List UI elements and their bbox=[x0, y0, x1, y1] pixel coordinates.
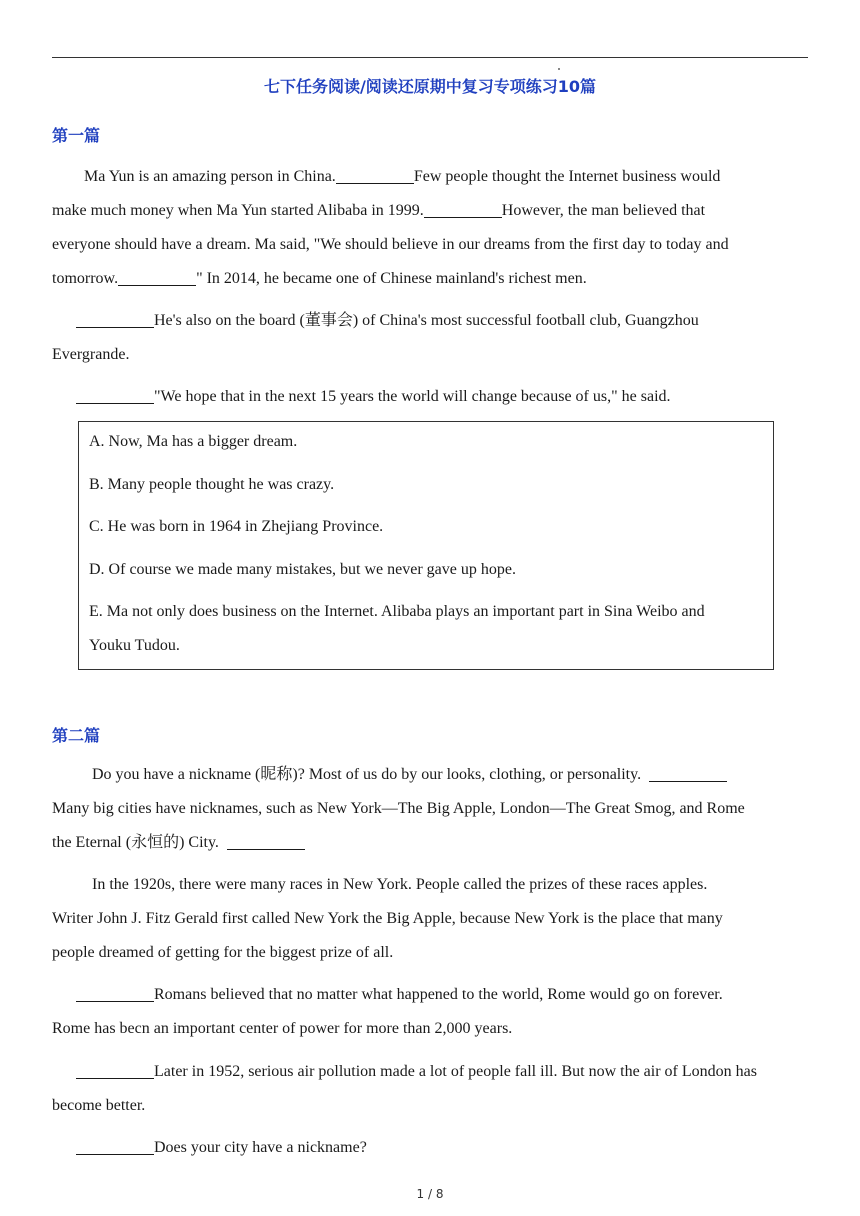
text: "We hope that in the next 15 years the world will change because of us," he said. bbox=[154, 388, 671, 405]
answer-blank-3[interactable] bbox=[118, 269, 196, 286]
text: Writer John J. Fitz Gerald first called New York the Big Apple, because New York is the place that many bbox=[52, 910, 723, 927]
answer-blank-4[interactable] bbox=[76, 311, 154, 328]
document-title: 七下任务阅读/阅读还原期中复习专项练习10篇 bbox=[263, 77, 597, 96]
text: Evergrande. bbox=[52, 346, 130, 363]
text: people dreamed of getting for the biggest prize of all. bbox=[52, 944, 394, 961]
section-heading-2: 第二篇 bbox=[52, 726, 101, 745]
paragraph-1-2 bbox=[52, 304, 812, 372]
text: Do you have a nickname (昵称)? Most of us do by our looks, clothing, or personality. bbox=[92, 766, 642, 783]
answer-blank-8[interactable] bbox=[76, 985, 154, 1002]
text: " In 2014, he became one of Chinese mainland's richest men. bbox=[196, 270, 587, 287]
paragraph-2-5 bbox=[52, 1131, 812, 1165]
section-heading-1: 第一篇 bbox=[52, 126, 101, 145]
header-dot bbox=[558, 68, 560, 70]
answer-blank-1[interactable] bbox=[336, 167, 414, 184]
paragraph-2-3 bbox=[52, 978, 812, 1046]
paragraph-2-1 bbox=[52, 758, 812, 860]
text: Many big cities have nicknames, such as New York—The Big Apple, London—The Great Smog, and Rome bbox=[52, 800, 745, 817]
option-e-line-2: Youku Tudou. bbox=[89, 637, 180, 654]
text: He's also on the board (董事会) of China's most successful football club, Guangzhou bbox=[154, 312, 699, 329]
header-rule bbox=[52, 57, 808, 58]
text: Rome has becn an important center of power for more than 2,000 years. bbox=[52, 1020, 513, 1037]
paragraph-1-3 bbox=[52, 380, 812, 414]
text: everyone should have a dream. Ma said, "We should believe in our dreams from the first day to today and bbox=[52, 236, 729, 253]
option-a: A. Now, Ma has a bigger dream. bbox=[89, 433, 298, 450]
option-b: B. Many people thought he was crazy. bbox=[89, 476, 335, 493]
option-c: C. He was born in 1964 in Zhejiang Province. bbox=[89, 518, 384, 535]
option-d: D. Of course we made many mistakes, but we never gave up hope. bbox=[89, 561, 516, 578]
page-number: 1 / 8 bbox=[416, 1187, 444, 1201]
answer-blank-10[interactable] bbox=[76, 1138, 154, 1155]
answer-blank-2[interactable] bbox=[424, 201, 502, 218]
text: tomorrow. bbox=[52, 270, 119, 287]
answer-blank-6[interactable] bbox=[649, 765, 727, 782]
text: Ma Yun is an amazing person in China. bbox=[84, 168, 336, 185]
answer-blank-9[interactable] bbox=[76, 1062, 154, 1079]
paragraph-1-1 bbox=[52, 160, 812, 296]
option-e bbox=[89, 595, 765, 663]
text: make much money when Ma Yun started Alibaba in 1999. bbox=[52, 202, 424, 219]
text: the Eternal (永恒的) City. bbox=[52, 834, 219, 851]
text: Few people thought the Internet business would bbox=[413, 168, 721, 185]
answer-blank-5[interactable] bbox=[76, 387, 154, 404]
option-e-line-1: E. Ma not only does business on the Internet. Alibaba plays an important part in Sina Weibo and bbox=[89, 603, 705, 620]
text: However, the man believed that bbox=[501, 202, 706, 219]
paragraph-2-4 bbox=[52, 1055, 812, 1123]
text: Romans believed that no matter what happened to the world, Rome would go on forever. bbox=[154, 986, 723, 1003]
options-box bbox=[78, 421, 774, 670]
text: Does your city have a nickname? bbox=[154, 1139, 367, 1156]
text: become better. bbox=[52, 1097, 146, 1114]
text: Later in 1952, serious air pollution made a lot of people fall ill. But now the air of London has bbox=[154, 1063, 757, 1080]
text: In the 1920s, there were many races in New York. People called the prizes of these races apples. bbox=[92, 876, 708, 893]
paragraph-2-2 bbox=[52, 868, 812, 970]
answer-blank-7[interactable] bbox=[227, 833, 305, 850]
